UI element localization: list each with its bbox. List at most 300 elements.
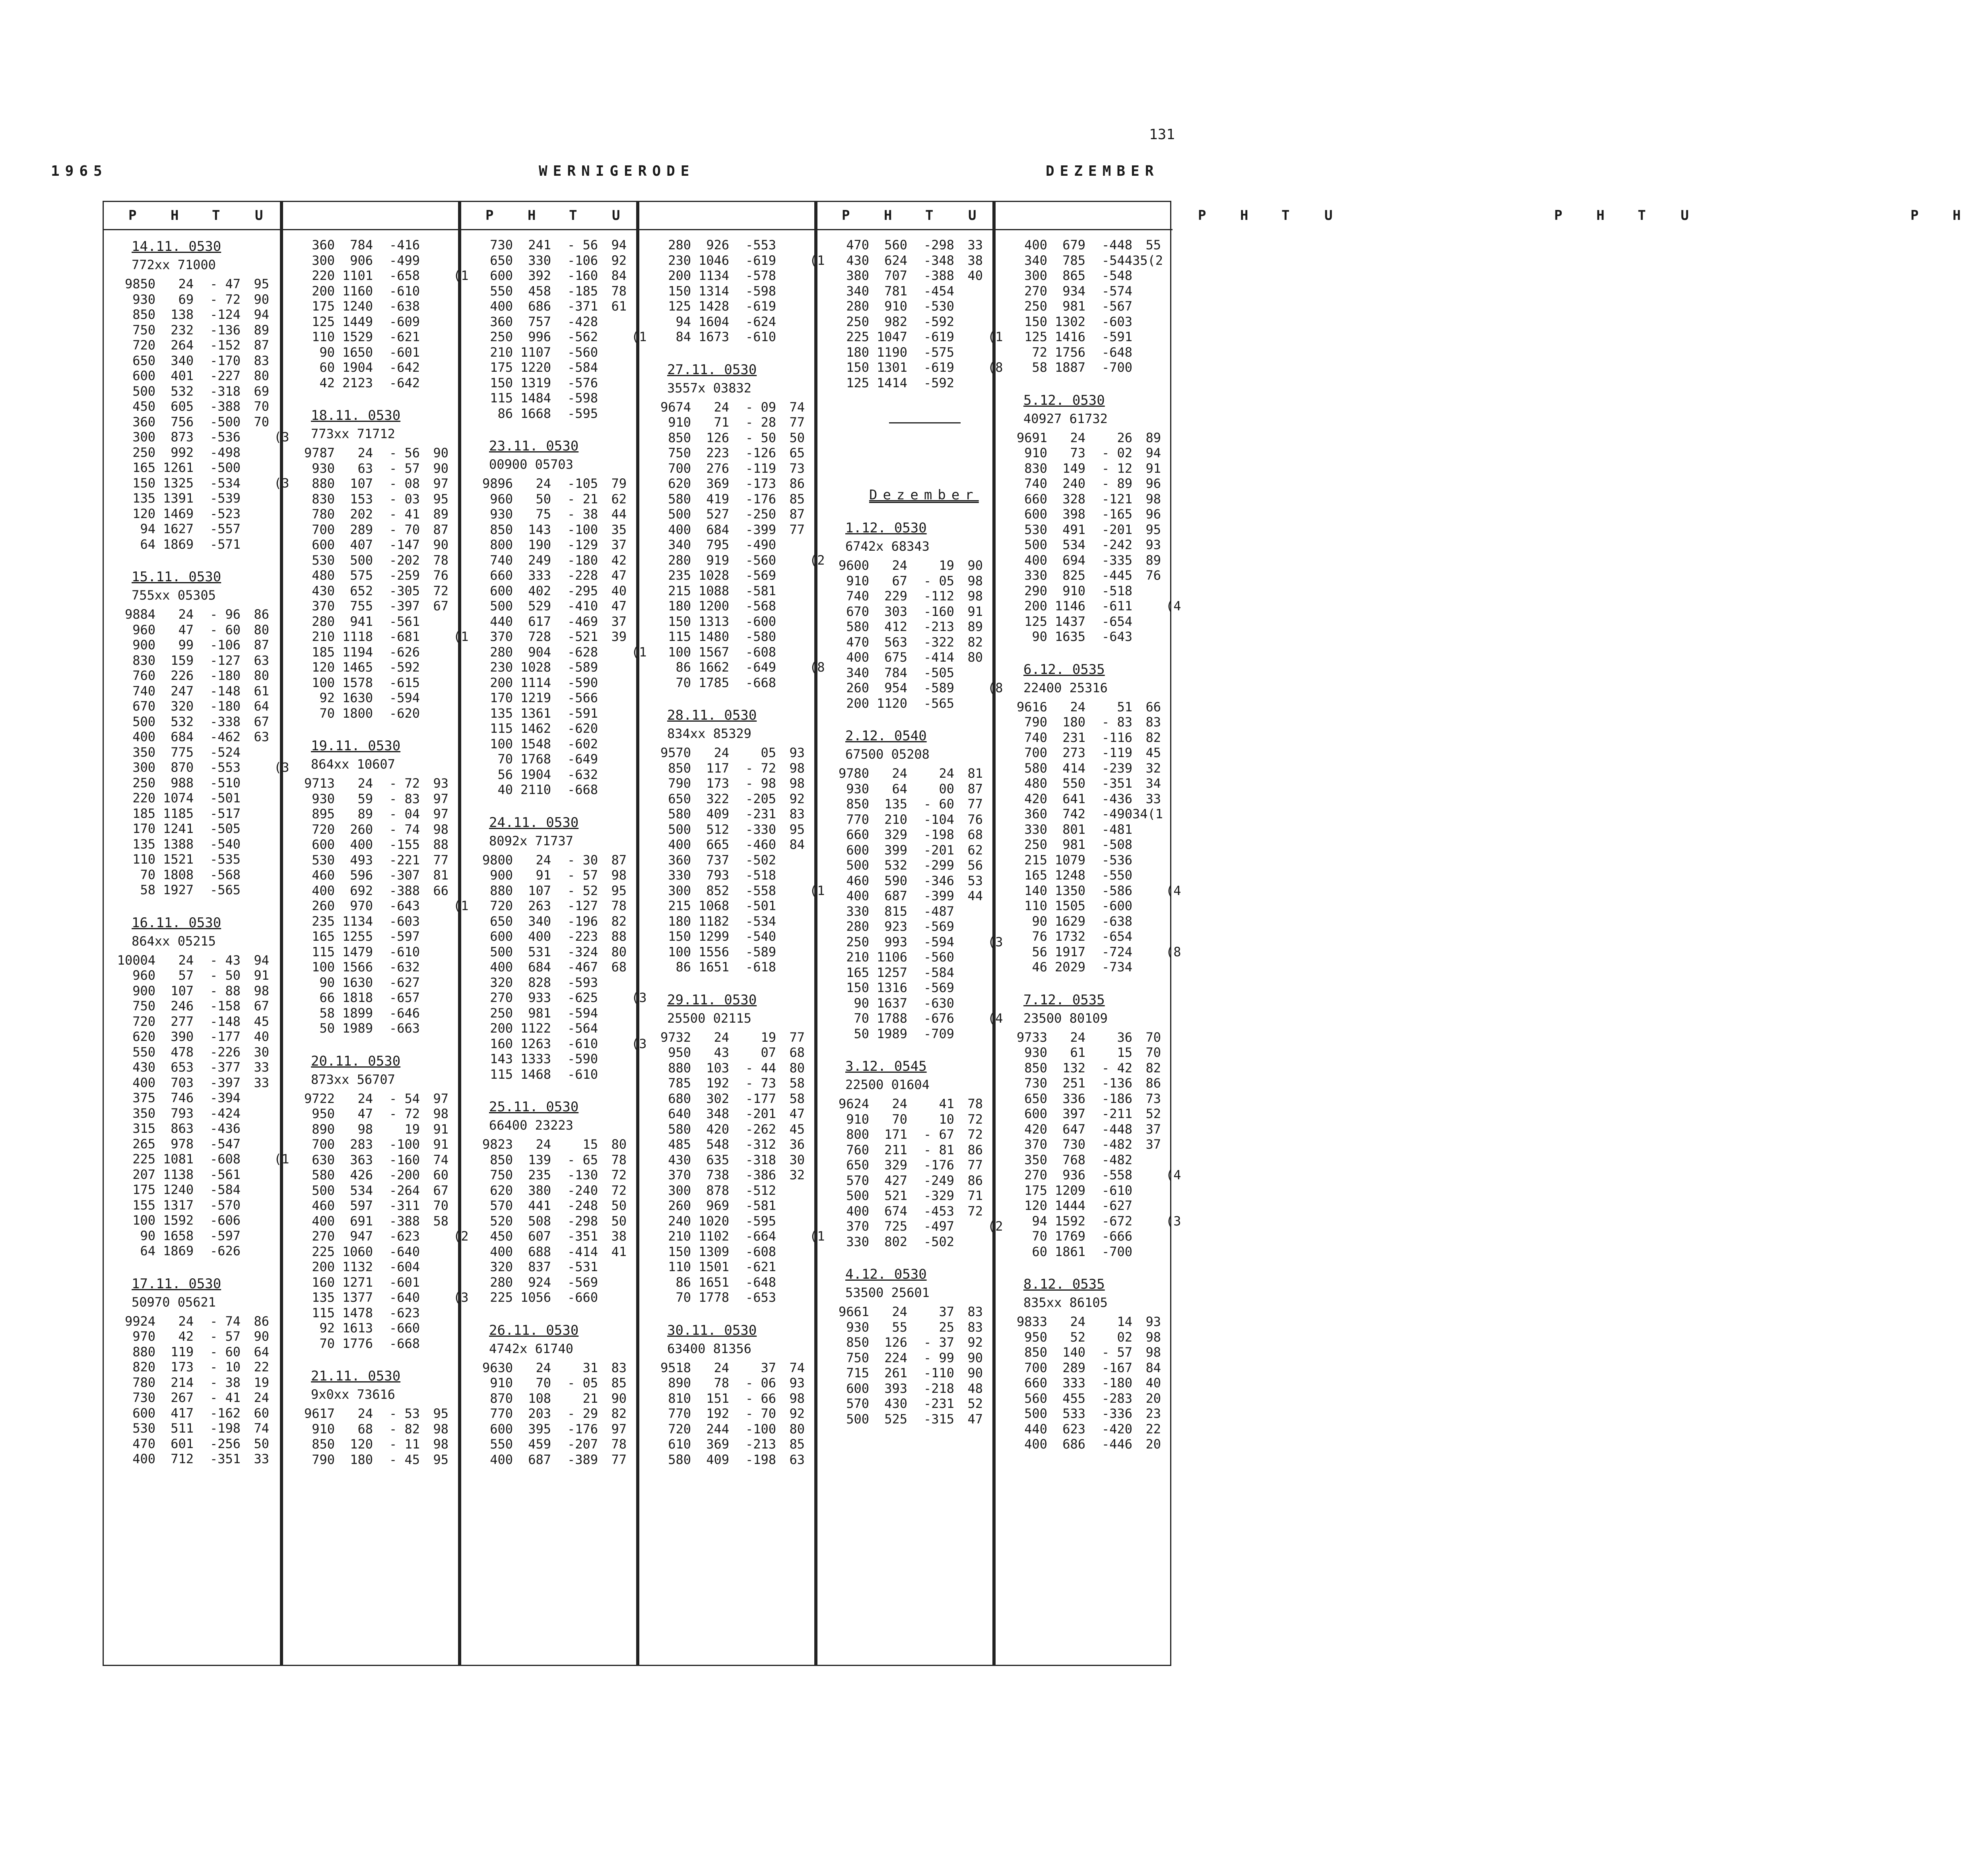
temperature-cell: 37 (761, 1360, 776, 1375)
note-cell: (1 (631, 644, 647, 660)
height-cell: 647 (1062, 1121, 1085, 1137)
table-row (295, 837, 458, 852)
table-row (295, 299, 458, 314)
table-row (295, 645, 458, 660)
temperature-cell: -201 (1101, 522, 1132, 537)
table-row (829, 588, 992, 604)
pressure-cell: 830 (312, 491, 335, 507)
humidity-cell: 67 (254, 998, 269, 1014)
table-row (473, 1452, 636, 1468)
table-row (295, 1305, 458, 1321)
table-row (829, 283, 992, 299)
table-row (829, 980, 992, 996)
table-row (1008, 237, 1173, 253)
humidity-cell: 94 (1145, 445, 1161, 460)
table-row (1008, 476, 1173, 491)
temperature-cell: - 04 (389, 806, 420, 821)
pressure-cell: 870 (490, 1390, 513, 1406)
table-row (295, 614, 458, 629)
pressure-cell: 300 (312, 252, 335, 268)
temperature-cell: - 82 (389, 1421, 420, 1437)
temperature-cell: -200 (389, 1167, 420, 1182)
pressure-cell: 720 (668, 1421, 691, 1437)
humidity-cell: 60 (433, 1167, 448, 1182)
pressure-cell: 330 (668, 868, 691, 883)
sounding-block (1008, 1275, 1173, 1452)
pressure-cell: 760 (132, 668, 155, 683)
pressure-cell: 56 (497, 767, 513, 782)
table-row (651, 614, 814, 629)
sounding-code: 835xx 86105 (1023, 1295, 1108, 1310)
temperature-cell: - 72 (389, 1106, 420, 1121)
note-cell: (4 (1166, 598, 1181, 614)
table-row (473, 644, 647, 660)
table-row (116, 882, 280, 898)
humidity-cell: 86 (967, 1173, 983, 1188)
table-row (1008, 1106, 1173, 1122)
temperature-cell: - 38 (210, 1375, 241, 1390)
table-row (1008, 1406, 1173, 1421)
pressure-cell: 530 (132, 1421, 155, 1436)
pressure-cell: 750 (668, 445, 691, 460)
height-cell: 993 (884, 934, 907, 949)
pressure-cell: 580 (668, 491, 691, 507)
height-cell: 57 (178, 968, 194, 983)
height-cell: 247 (171, 683, 194, 699)
temperature-cell: -608 (745, 1244, 776, 1259)
table-row (116, 1167, 280, 1182)
height-cell: 1887 (1054, 360, 1085, 375)
sounding-date-time: 8.12. 0535 (1023, 1276, 1105, 1292)
table-row (295, 375, 458, 391)
humidity-cell: 86 (254, 607, 269, 622)
table-row (829, 650, 992, 665)
height-cell: 529 (528, 598, 551, 614)
pressure-cell: 880 (312, 476, 335, 491)
height-cell: 1778 (698, 1290, 729, 1305)
height-cell: 340 (528, 913, 551, 929)
table-row (116, 1314, 280, 1329)
table-row (651, 1290, 814, 1305)
humidity-cell: 98 (433, 821, 448, 837)
pressure-cell: 60 (1032, 1244, 1047, 1259)
humidity-cell: 88 (611, 929, 627, 944)
humidity-cell: 45 (789, 1121, 805, 1137)
table-row (651, 822, 814, 837)
sounding-code: 755xx 05305 (132, 588, 216, 603)
table-row (116, 760, 289, 775)
table-row (829, 1011, 1003, 1026)
header-year: 1965 (51, 163, 108, 179)
height-cell: 149 (1062, 460, 1085, 476)
table-row (1008, 1152, 1173, 1168)
table-row (651, 914, 814, 929)
height-cell: 635 (706, 1152, 729, 1167)
temperature-cell: - 09 (745, 399, 776, 415)
sounding-date-time: 20.11. 0530 (311, 1053, 401, 1069)
pressure-cell: 370 (668, 1167, 691, 1182)
pressure-cell: 440 (1024, 1421, 1047, 1437)
temperature-cell: -389 (567, 1452, 598, 1467)
pressure-cell: 70 (497, 751, 513, 767)
pressure-cell: 720 (132, 338, 155, 353)
pressure-cell: 64 (140, 536, 155, 552)
height-cell: 785 (1062, 252, 1085, 268)
table-row (1008, 299, 1173, 314)
height-cell: 1756 (1054, 344, 1085, 360)
height-cell: 1521 (163, 852, 194, 867)
pressure-cell: 350 (1024, 1152, 1047, 1167)
table-row (295, 345, 458, 360)
height-cell: 1437 (1054, 614, 1085, 629)
humidity-cell: 87 (789, 507, 805, 522)
humidity-cell: 34(1 (1132, 806, 1163, 821)
temperature-cell: -574 (1101, 283, 1132, 299)
humidity-cell: 37 (1145, 1137, 1161, 1152)
height-cell: 223 (706, 445, 729, 460)
humidity-cell: 80 (254, 368, 269, 383)
pressure-cell: 250 (490, 329, 513, 344)
humidity-cell: 94 (254, 952, 269, 968)
pressure-cell: 600 (1024, 507, 1047, 522)
height-cell: 532 (171, 714, 194, 729)
temperature-cell: -100 (389, 1137, 420, 1152)
pressure-cell: 400 (132, 1075, 155, 1090)
height-cell: 756 (171, 414, 194, 429)
height-cell: 50 (536, 491, 551, 507)
humidity-cell: 81 (433, 868, 448, 883)
height-cell: 992 (171, 445, 194, 460)
humidity-cell: 37 (611, 537, 627, 552)
pressure-cell: 960 (132, 622, 155, 637)
temperature-cell: -227 (210, 368, 241, 383)
table-row (116, 653, 280, 668)
pressure-cell: 580 (312, 1167, 335, 1182)
humidity-cell: 84 (611, 268, 627, 283)
temperature-cell: -500 (210, 414, 241, 429)
pressure-cell: 380 (846, 268, 869, 283)
temperature-cell: -211 (1101, 1106, 1132, 1121)
height-cell: 1185 (163, 806, 194, 821)
table-row (1008, 699, 1173, 715)
height-cell: 801 (1062, 821, 1085, 837)
table-row (651, 507, 814, 522)
height-cell: 99 (178, 637, 194, 652)
humidity-cell: 23 (1145, 1406, 1161, 1421)
pressure-cell: 785 (668, 1076, 691, 1091)
height-cell: 491 (1062, 522, 1085, 537)
pressure-cell: 9722 (304, 1091, 335, 1106)
temperature-cell: -597 (210, 1228, 241, 1243)
humidity-cell: 96 (1145, 507, 1161, 522)
section-divider (889, 422, 961, 423)
temperature-cell: -106 (567, 252, 598, 268)
table-row (473, 852, 636, 868)
pressure-cell: 165 (132, 460, 155, 475)
temperature-cell: -664 (745, 1229, 776, 1244)
table-row (1008, 314, 1173, 330)
note-cell: (3 (988, 934, 1003, 949)
humidity-cell: 78 (611, 1152, 627, 1167)
temperature-cell: -207 (567, 1437, 598, 1452)
table-row (116, 714, 280, 730)
height-cell: 1361 (520, 705, 551, 721)
humidity-cell: 80 (254, 622, 269, 637)
height-cell: 1146 (1054, 598, 1085, 614)
temperature-cell: -660 (389, 1320, 420, 1336)
pressure-cell: 500 (132, 383, 155, 399)
table-row (1008, 360, 1173, 375)
pressure-cell: 370 (490, 629, 513, 644)
humidity-cell: 80 (967, 650, 983, 665)
temperature-cell: -568 (745, 598, 776, 614)
table-row (295, 598, 458, 614)
height-cell: 1388 (163, 836, 194, 852)
temperature-cell: -505 (210, 821, 241, 836)
temperature-cell: -213 (745, 1437, 776, 1452)
height-cell: 1299 (698, 929, 729, 944)
table-row (473, 1290, 636, 1305)
humidity-cell: 97 (433, 1091, 448, 1106)
pressure-cell: 115 (312, 944, 335, 959)
pressure-cell: 640 (668, 1106, 691, 1121)
pressure-cell: 140 (1024, 883, 1047, 898)
height-cell: 1302 (1054, 314, 1085, 329)
table-row (295, 929, 458, 944)
table-row (829, 360, 1003, 375)
table-row (473, 537, 636, 553)
pressure-cell: 600 (846, 1380, 869, 1396)
table-row (473, 1360, 636, 1376)
pressure-cell: 880 (668, 1060, 691, 1076)
temperature-cell: - 72 (389, 776, 420, 791)
temperature-cell: -570 (210, 1197, 241, 1213)
table-row (829, 1173, 992, 1188)
height-cell: 244 (706, 1421, 729, 1437)
height-cell: 1047 (876, 329, 907, 344)
temperature-cell: - 60 (210, 622, 241, 637)
temperature-cell: -424 (210, 1105, 241, 1121)
temperature-cell: -160 (923, 604, 954, 619)
pressure-cell: 730 (1024, 1076, 1047, 1091)
height-cell: 203 (528, 1406, 551, 1421)
height-cell: 981 (528, 1005, 551, 1021)
table-row (1008, 1345, 1173, 1360)
height-cell: 1088 (698, 583, 729, 598)
humidity-cell: 80 (789, 1060, 805, 1076)
table-row (1008, 583, 1173, 599)
height-cell: 24 (357, 776, 373, 791)
humidity-cell: 90 (611, 1390, 627, 1406)
humidity-cell: 72 (433, 583, 448, 598)
height-cell: 969 (706, 1198, 729, 1213)
column-header-label: H (171, 208, 179, 223)
pressure-cell: 500 (1024, 1406, 1047, 1421)
pressure-cell: 450 (132, 399, 155, 414)
table-row (829, 934, 1003, 950)
pressure-cell: 9617 (304, 1406, 335, 1421)
note-cell: (1 (988, 329, 1003, 344)
note-cell: (3 (631, 990, 647, 1005)
height-cell: 684 (706, 522, 729, 537)
height-cell: 329 (884, 1157, 907, 1173)
height-cell: 1651 (698, 959, 729, 975)
table-row (829, 996, 992, 1011)
table-row (651, 944, 814, 960)
pressure-cell: 820 (132, 1359, 155, 1375)
humidity-cell: 89 (1145, 552, 1161, 568)
pressure-cell: 100 (312, 675, 335, 690)
temperature-cell: -654 (1101, 614, 1132, 629)
temperature-cell: -177 (210, 1029, 241, 1044)
pressure-cell: 58 (140, 882, 155, 897)
temperature-cell: -346 (923, 873, 954, 888)
table-row (651, 1360, 814, 1376)
table-row (1008, 730, 1173, 746)
table-row (651, 1183, 814, 1198)
pressure-cell: 370 (1024, 1137, 1047, 1152)
temperature-cell: -600 (1101, 898, 1132, 913)
height-cell: 24 (1070, 1314, 1085, 1329)
height-cell: 24 (357, 1406, 373, 1421)
temperature-cell: - 65 (567, 1152, 598, 1167)
sounding-code: 773xx 71712 (311, 426, 395, 441)
height-cell: 24 (714, 745, 729, 760)
height-cell: 75 (536, 507, 551, 522)
sounding-date-time: 17.11. 0530 (132, 1276, 221, 1292)
temperature-cell: -499 (389, 252, 420, 268)
height-cell: 1785 (698, 675, 729, 690)
temperature-cell: -640 (389, 1290, 420, 1305)
table-row (829, 665, 992, 681)
temperature-cell: -598 (567, 390, 598, 406)
table-row (473, 767, 636, 782)
temperature-cell: - 05 (923, 573, 954, 588)
height-cell: 43 (714, 1045, 729, 1060)
table-row (473, 1244, 636, 1260)
height-cell: 267 (171, 1390, 194, 1405)
table-row (1008, 929, 1173, 944)
sounding-code: 25500 02115 (667, 1010, 751, 1026)
humidity-cell: 20 (1145, 1437, 1161, 1452)
temperature-cell: -256 (210, 1436, 241, 1451)
height-cell: 59 (357, 791, 373, 806)
pressure-cell: 375 (132, 1090, 155, 1105)
pressure-cell: 150 (846, 360, 869, 375)
humidity-cell: 76 (1145, 568, 1161, 583)
height-cell: 775 (171, 744, 194, 760)
height-cell: 1314 (698, 283, 729, 299)
sounding-date-time: 19.11. 0530 (311, 738, 401, 754)
table-row (651, 1030, 814, 1045)
table-row (295, 1091, 458, 1107)
pressure-cell: 340 (1024, 252, 1047, 268)
table-row (651, 1437, 814, 1452)
pressure-cell: 580 (1024, 760, 1047, 776)
temperature-cell: -305 (389, 583, 420, 598)
height-cell: 1484 (520, 390, 551, 406)
pressure-cell: 90 (319, 344, 335, 360)
table-row (116, 622, 280, 638)
temperature-cell: -608 (745, 644, 776, 660)
height-cell: 151 (706, 1390, 729, 1406)
pressure-cell: 265 (132, 1136, 155, 1151)
temperature-cell: -502 (745, 852, 776, 868)
temperature-cell: -619 (745, 299, 776, 314)
table-row (651, 522, 814, 538)
temperature-cell: -591 (567, 705, 598, 721)
pressure-cell: 600 (132, 368, 155, 383)
table-row (116, 537, 280, 552)
pressure-cell: 500 (490, 598, 513, 614)
height-cell: 107 (350, 476, 373, 491)
humidity-cell: 72 (967, 1111, 983, 1127)
table-row (473, 1421, 636, 1437)
height-cell: 71 (714, 415, 729, 430)
humidity-cell: 72 (611, 1167, 627, 1182)
pressure-cell: 175 (132, 1182, 155, 1197)
table-row (651, 1167, 814, 1183)
temperature-cell: -569 (745, 568, 776, 583)
height-cell: 623 (1062, 1421, 1085, 1437)
temperature-cell: -315 (923, 1411, 954, 1427)
temperature-cell: -467 (567, 959, 598, 975)
height-cell: 1505 (1054, 898, 1085, 913)
humidity-cell: 84 (789, 837, 805, 852)
height-cell: 107 (171, 983, 194, 998)
table-row (473, 690, 636, 706)
humidity-cell: 73 (1145, 1091, 1161, 1106)
table-row (295, 852, 458, 868)
pressure-cell: 580 (846, 619, 869, 634)
sounding-block (1008, 391, 1181, 645)
height-cell: 1182 (698, 913, 729, 929)
height-cell: 512 (706, 821, 729, 837)
height-cell: 1613 (342, 1320, 373, 1336)
height-cell: 1081 (163, 1151, 194, 1167)
table-row (116, 1198, 280, 1213)
height-cell: 1732 (1054, 929, 1085, 944)
humidity-cell: 83 (254, 353, 269, 368)
column-header-label: U (612, 208, 620, 223)
pressure-cell: 175 (312, 299, 335, 314)
table-row (295, 914, 458, 929)
table-row (829, 827, 992, 843)
pressure-cell: 620 (132, 1029, 155, 1044)
pressure-cell: 520 (490, 1213, 513, 1229)
note-cell: (4 (1166, 883, 1181, 898)
temperature-cell: -487 (923, 903, 954, 919)
humidity-cell: 74 (433, 1152, 448, 1167)
humidity-cell: 50 (611, 1213, 627, 1229)
humidity-cell: 38 (967, 252, 983, 268)
pressure-cell: 165 (1024, 868, 1047, 883)
pressure-cell: 250 (1024, 299, 1047, 314)
pressure-cell: 9833 (1016, 1314, 1047, 1329)
table-row (651, 1076, 814, 1091)
height-cell: 202 (350, 507, 373, 522)
sounding-block (473, 1321, 636, 1468)
note-cell: (4 (1166, 1167, 1181, 1182)
height-cell: 478 (171, 1044, 194, 1060)
table-row (473, 314, 636, 330)
pressure-cell: 500 (846, 1188, 869, 1203)
temperature-cell: -351 (210, 1451, 241, 1466)
pressure-cell: 210 (846, 949, 869, 965)
pressure-cell: 650 (490, 913, 513, 929)
height-cell: 1479 (342, 944, 373, 959)
table-row (295, 629, 469, 645)
